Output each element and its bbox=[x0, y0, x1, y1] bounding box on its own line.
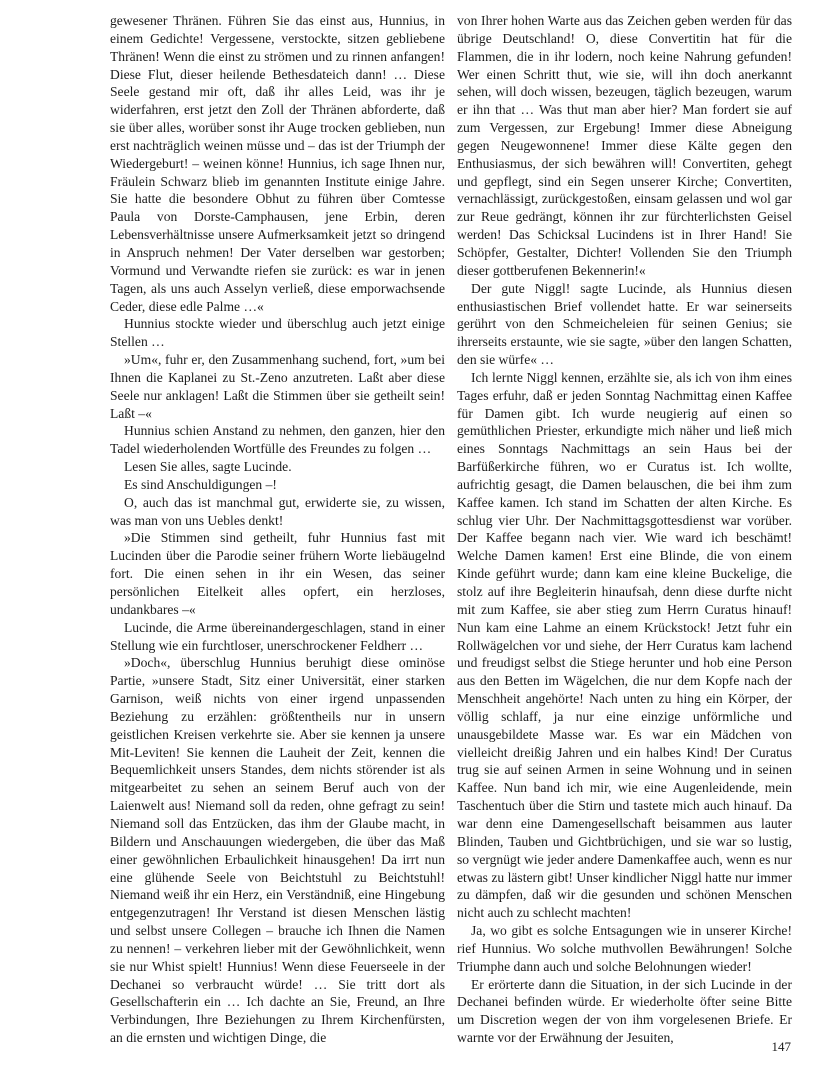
paragraph: Ja, wo gibt es solche Entsagungen wie in unserer Kirche! rief Hunnius. Wo solche muthvollen Bewährungen! Solche Triumphe dann auch und solche Belohnungen wieder! bbox=[457, 923, 792, 974]
paragraph: Hunnius schien Anstand zu nehmen, den ganzen, hier den Tadel wiederholenden Wortfülle des Freundes zu folgen … bbox=[110, 423, 445, 457]
paragraph: Ich lernte Niggl kennen, erzählte sie, als ich von ihm eines Tages erfuhr, daß er jeden Sonntag Nachmittag einen Kaffee für Damen gibt. Ich wurde neugierig auf einen so gemüthlichen Priester, erkundigte mich näher und ließ mich eines Sonntags Nachmittags an sein Haus bei der Barfüßerkirche führen, wo er Curatus ist. Ich wollte, aufrichtig gesagt, die Damen belauschen, die bei ihm zum Kaffee kamen. Ich stand im Schatten der alten Kirche. Es schlug vier Uhr. Der Nachmittagsgottesdienst war vorüber. Der Kaffee begann nach vier. Wie ward ich beschämt! Welche Damen kamen! Erst eine Blinde, die von einem Kinde geführt wurde; dann kam eine kleine Buckelige, die stolz auf ihre Begleiterin hinaufsah, denn diese durfte nicht mit zum Kaffee, sie aber stieg zum Herrn Curatus hinauf! Nun kam eine Lahme an einem Krückstock! Jetzt fuhr ein Rollwägelchen vor und siehe, der Herr Curatus kam lachend und freudigst selbst die Stiege herunter und hob eine Person aus den Betten im Wägelchen, die nur dem Kopfe nach der Menschheit angehörte! Nach unten zu hing ein Körper, der völlig schlaff, ja nur eine einzige unförmliche und unausgebildete Masse war. Es war ein Mädchen von vielleicht dreißig Jahren und ein halbes Kind! Der Curatus trug sie auf seinen Armen in seine Wohnung und in seinen Kaffee. Nun band ich mir, wie eine Augenleidende, mein Taschentuch über die Stirn und tastete mich auch hinauf. Da war denn eine Damengesellschaft beisammen aus lauter Blinden, Tauben und Gichtbrüchigen, und sie war so lustig, so vergnügt wie jeder andere Damenkaffee auch, wenn es nur etwas zu lästern gibt! Unser kindlicher Niggl hatte nur immer zu dämpfen, daß wir die gesunden und schönen Menschen nicht auch zu schlecht machten! bbox=[457, 369, 792, 921]
paragraph: von Ihrer hohen Warte aus das Zeichen geben werden für das übrige Deutschland! O, diese Convertitin hat für die Flammen, die in ihr lodern, noch keine Nahrung gefunden! Wer einen Schritt thut, wie sie, will ihn doch anerkannt sehen, will doch wissen, bezeugen, täglich bezeugen, warum er ihn that … Was thut man aber hier? Man fordert sie auf zum Vergessen, zur Ergebung! Immer diese Abneigung gegen Neugewonnene! Immer diese Kälte gegen den Enthusiasmus, der sich bewähren will! Convertiten, gehegt und gepflegt, sind ein Segen unserer Kirche; Convertiten, vernachlässigt, zurückgestoßen, einsam gelassen und wol gar zur Reue gedrängt, können ihr zur fürchterlichsten Geisel werden! Das Schicksal Lucindens ist in Ihrer Hand! Sie Schöpfer, Gestalter, Dichter! Vollenden Sie den Triumph dieser gottberufenen Bekennerin!« bbox=[457, 13, 792, 278]
left-column bbox=[110, 12, 445, 1046]
paragraph: Es sind Anschuldigungen –! bbox=[124, 476, 277, 492]
page-number: 147 bbox=[771, 1039, 791, 1054]
paragraph: »Um«, fuhr er, den Zusammenhang suchend, fort, »um bei Ihnen die Kaplanei zu St.-Zeno anzutreten. Laßt aber diese Seele nur anklagen! Laßt die Stimmen über sie getheilt sein! Laßt –« bbox=[110, 352, 445, 421]
paragraph: Der gute Niggl! sagte Lucinde, als Hunnius diesen enthusiastischen Brief vollendet hatte. Er war seinerseits gerührt von den Schmeicheleien für seinen Genius; sie ihrerseits erstaunte, wie sie sagte, »über den langen Schatten, den sie würfe« … bbox=[457, 280, 792, 368]
paragraph: Er erörterte dann die Situation, in der sich Lucinde in der Dechanei befinden würde. Er wiederholte öfter seine Bitte um Discretion wegen der von ihm vorgelesenen Briefe. Er warnte vor der Erwähnung der Jesuiten, bbox=[457, 976, 792, 1046]
paragraph: Hunnius stockte wieder und überschlug auch jetzt einige Stellen … bbox=[110, 316, 445, 350]
paragraph: »Doch«, überschlug Hunnius beruhigt diese ominöse Partie, »unsere Stadt, Sitz einer Universität, einer starken Garnison, weiß nichts von einer irgend unpassenden Beziehung zu erzählen: größtentheils nur in unsern geistlichen Kreisen verkehrte sie. Aber sie kennen ja unsere Mit-Leviten! Sie kennen die Lauheit der Zeit, kennen die Bequemlichkeit unsers Standes, dem nichts störender ist als mitgearbeitet zu sehen an seinem Beruf auch von der Laienwelt aus! Niemand soll da reden, ohne gefragt zu sein! Niemand soll das Entzücken, das ihm der Glaube macht, in Bildern und Anschauungen wiedergeben, die über das Maß einer gewöhnlichen Erbaulichkeit hinausgehen! Da irrt nun eine glühende Seele von Beichtstuhl zu Beichtstuhl! Niemand weiß ihr ein Herz, ein Verständniß, eine Hingebung entgegenzutragen! Ihr Verstand ist diesen Menschen lästig und selbst unsere Collegen – brauche ich Ihnen die Namen zu nennen! – verkehren lieber mit der Gewöhnlichkeit, wenn sie nur Whist spielt! Hunnius! Wenn diese Feuerseele in der Dechanei so verbraucht würde! … Sie tritt dort als Gesellschafterin ein … Ich dachte an Sie, Freund, an Ihre Verbindungen, Ihre Beziehungen zu Ihrem Kirchenfürsten, an die ernsten und wichtigen Dinge, die bbox=[110, 655, 445, 1046]
paragraph: gewesener Thränen. Führen Sie das einst aus, Hunnius, in einem Gedichte! Vergessene, verstockte, sitzen gebliebene Thränen! Wenn die einst zu strömen und zu rinnen anfangen! Diese Flut, dieser heilende Bethesdateich dann! … Diese Seele gestand mir oft, daß ihr alles Leid, was ihr je widerfahren, erst jetzt den Zoll der Thränen abforderte, daß sie über alles, worüber sonst ihr Auge trocken geblieben, nun erst nachträglich weinen müsse und – das ist der Triumph der Wiedergeburt! – weinen könne! Hunnius, ich sage Ihnen nur, Fräulein Schwarz blieb im genannten Institute einige Jahre. Sie hatte die besondere Obhut zu führen über Comtesse Paula von Dorste-Camphausen, jene Erbin, deren Lebensverhältnisse unsere Aufmerksamkeit jetzt so dringend in Anspruch nehmen! Der Vater derselben war gestorben; Vormund und Verwandte riefen sie zurück: es war in jenen Tagen, als uns auch Asselyn verließ, diese emporwachsende Ceder, diese edle Palme …« bbox=[110, 13, 445, 314]
paragraph: Lesen Sie alles, sagte Lucinde. bbox=[124, 459, 292, 475]
paragraph: Lucinde, die Arme übereinandergeschlagen, stand in einer Stellung wie ein furchtloser, unerschrockener Feldherr … bbox=[110, 619, 445, 653]
paragraph: O, auch das ist manchmal gut, erwiderte sie, zu wissen, was man von uns Uebles denkt! bbox=[110, 494, 445, 528]
right-column bbox=[457, 12, 792, 1046]
paragraph: »Die Stimmen sind getheilt, fuhr Hunnius fast mit Lucinden über die Parodie seiner frühern Worte liebäugelnd fort. Die einen sehen in ihr ein Wesen, das seiner persönlichen Eitelkeit alles opfert, ein herzloses, undankbares –« bbox=[110, 530, 445, 617]
